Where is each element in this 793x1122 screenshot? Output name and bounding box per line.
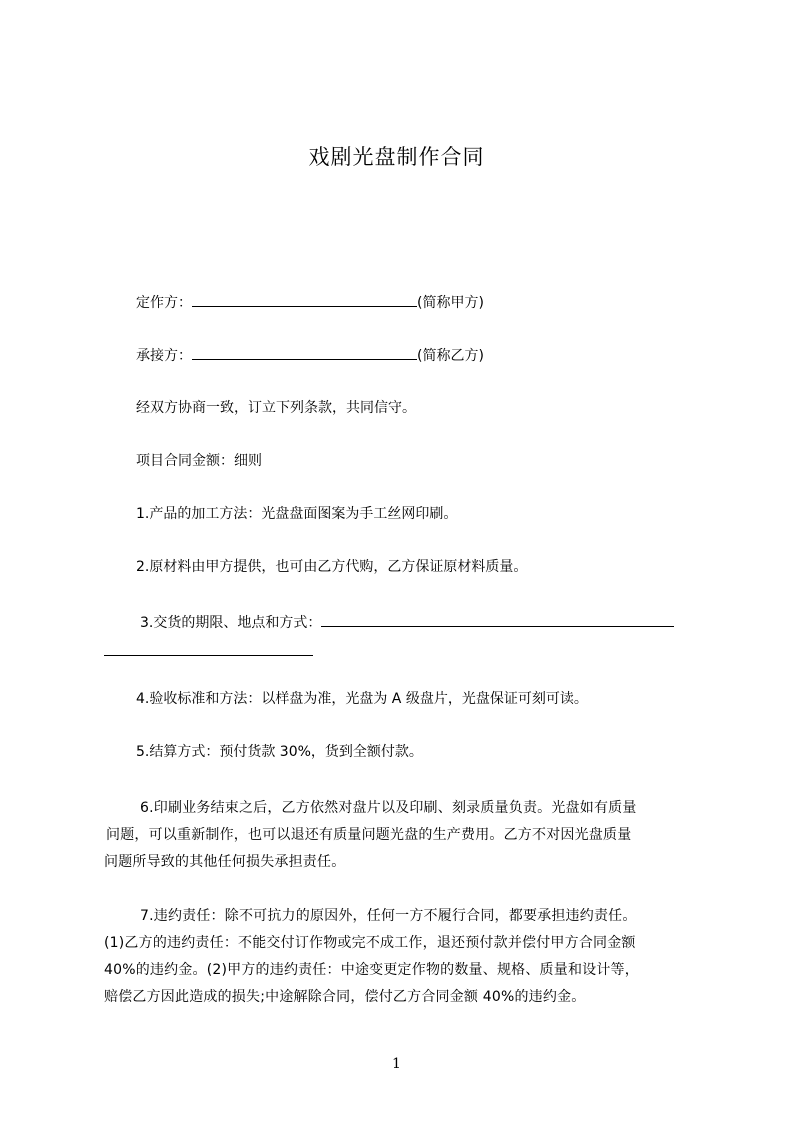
page-title: 戏剧光盘制作合同 — [308, 145, 485, 169]
clause-6-line: 问题所导致的其他任何损失承担责任。 — [104, 854, 346, 870]
clause-3-text: 3.交货的期限、地点和方式： — [140, 615, 322, 631]
page-number: 1 — [392, 1056, 401, 1072]
clause-7-line: 赔偿乙方因此造成的损失;中途解除合同，偿付乙方合同金额 40%的违约金。 — [104, 989, 586, 1005]
party-b-suffix: (简称乙方) — [417, 348, 484, 364]
delivery-blank-continuation[interactable] — [104, 655, 313, 656]
clause-7-line: 7.违约责任：除不可抗力的原因外，任何一方不履行合同，都要承担违约责任。 — [140, 908, 637, 924]
party-a-suffix: (简称甲方) — [417, 295, 484, 311]
party-b-line — [136, 345, 484, 366]
clause-3 — [140, 612, 674, 633]
party-a-blank[interactable] — [192, 292, 417, 307]
clause-4: 4.验收标准和方法：以样盘为准，光盘为 A 级盘片，光盘保证可刻可读。 — [136, 691, 588, 707]
party-a-label: 定作方： — [136, 295, 192, 311]
clause-6-line: 问题，可以重新制作，也可以退还有质量问题光盘的生产费用。乙方不对因光盘质量 — [106, 827, 632, 843]
clause-7-line: (1)乙方的违约责任：不能交付订作物或完不成工作，退还预付款并偿付甲方合同金额 — [104, 935, 636, 951]
clause-2: 2.原材料由甲方提供，也可由乙方代购，乙方保证原材料质量。 — [136, 559, 528, 575]
clause-5: 5.结算方式：预付货款 30%，货到全额付款。 — [136, 744, 423, 760]
clause-1: 1.产品的加工方法：光盘盘面图案为手工丝网印刷。 — [136, 506, 458, 522]
clause-6-line: 6.印刷业务结束之后，乙方依然对盘片以及印刷、刻录质量负责。光盘如有质量 — [140, 800, 637, 816]
party-a-line — [136, 292, 484, 313]
delivery-blank[interactable] — [321, 612, 674, 627]
party-b-blank[interactable] — [192, 345, 417, 360]
party-b-label: 承接方： — [136, 348, 192, 364]
contract-amount: 项目合同金额：细则 — [136, 453, 262, 469]
clause-7-line: 40%的违约金。(2)甲方的违约责任：中途变更定作物的数量、规格、质量和设计等， — [104, 962, 639, 978]
intro-paragraph: 经双方协商一致，订立下列条款，共同信守。 — [136, 400, 416, 416]
